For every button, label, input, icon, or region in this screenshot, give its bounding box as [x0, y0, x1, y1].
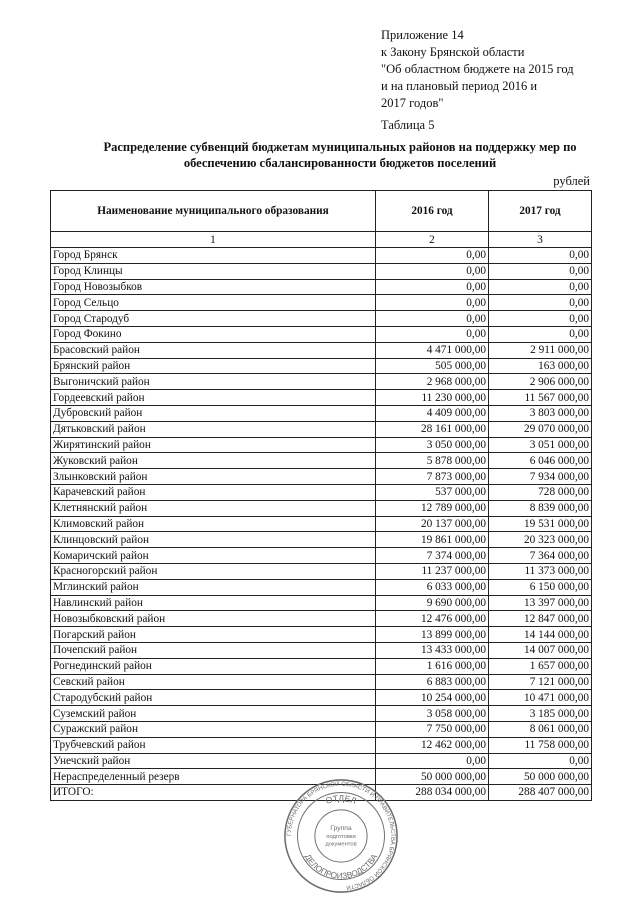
municipality-cell: Дубровский район	[51, 405, 376, 421]
table-row	[51, 437, 592, 453]
municipality-cell: Унечский район	[51, 753, 376, 769]
municipality-cell: ИТОГО:	[51, 785, 376, 801]
municipality-cell: Брасовский район	[51, 342, 376, 358]
municipality-cell: Суземский район	[51, 706, 376, 722]
value-2016-cell: 7 374 000,00	[376, 548, 489, 564]
value-2016-cell: 505 000,00	[376, 358, 489, 374]
municipality-cell: Карачевский район	[51, 484, 376, 500]
value-2017-cell: 11 567 000,00	[489, 390, 592, 406]
value-2016-cell: 13 899 000,00	[376, 627, 489, 643]
value-2017-cell: 7 934 000,00	[489, 469, 592, 485]
units-label: рублей	[553, 174, 590, 188]
municipality-cell: Севский район	[51, 674, 376, 690]
table-row	[51, 579, 592, 595]
value-2017-cell: 10 471 000,00	[489, 690, 592, 706]
value-2017-cell: 0,00	[489, 753, 592, 769]
table-body	[51, 248, 592, 801]
stamp-center-line-3: документов	[325, 841, 357, 848]
value-2016-cell: 5 878 000,00	[376, 453, 489, 469]
value-2017-cell: 0,00	[489, 279, 592, 295]
header-2017: 2017 год	[489, 191, 592, 232]
value-2016-cell: 4 409 000,00	[376, 405, 489, 421]
value-2017-cell: 8 839 000,00	[489, 500, 592, 516]
header-row	[51, 191, 592, 232]
municipality-cell: Клинцовский район	[51, 532, 376, 548]
municipality-cell: Навлинский район	[51, 595, 376, 611]
value-2017-cell: 7 121 000,00	[489, 674, 592, 690]
value-2017-cell: 728 000,00	[489, 484, 592, 500]
value-2017-cell: 14 144 000,00	[489, 627, 592, 643]
value-2016-cell: 12 462 000,00	[376, 737, 489, 753]
table-row	[51, 563, 592, 579]
municipality-cell: Клетнянский район	[51, 500, 376, 516]
col-number-2: 2	[376, 232, 489, 248]
value-2017-cell: 12 847 000,00	[489, 611, 592, 627]
value-2017-cell: 288 407 000,00	[489, 785, 592, 801]
title-line-1: Распределение субвенций бюджетам муниципальных районов на поддержку мер по	[103, 140, 577, 154]
value-2016-cell: 9 690 000,00	[376, 595, 489, 611]
table-row	[51, 721, 592, 737]
stamp-ring-text: ГУБЕРНАТОРА БРЯНСКОЙ ОБЛАСТИ И ПРАВИТЕЛЬСТВА БРЯНСКОЙ ОБЛАСТИ	[286, 781, 396, 891]
municipality-cell: Город Брянск	[51, 248, 376, 264]
table-row	[51, 295, 592, 311]
value-2017-cell: 0,00	[489, 326, 592, 342]
value-2016-cell: 3 050 000,00	[376, 437, 489, 453]
document-title	[60, 139, 620, 171]
table-row	[51, 516, 592, 532]
value-2016-cell: 13 433 000,00	[376, 642, 489, 658]
table-row	[51, 405, 592, 421]
table-row	[51, 642, 592, 658]
value-2016-cell: 0,00	[376, 248, 489, 264]
value-2017-cell: 0,00	[489, 248, 592, 264]
value-2016-cell: 1 616 000,00	[376, 658, 489, 674]
value-2017-cell: 6 150 000,00	[489, 579, 592, 595]
value-2017-cell: 6 046 000,00	[489, 453, 592, 469]
table-row	[51, 500, 592, 516]
subsidies-table	[50, 190, 592, 801]
municipality-cell: Почепский район	[51, 642, 376, 658]
table-row	[51, 421, 592, 437]
municipality-cell: Комаричский район	[51, 548, 376, 564]
municipality-cell: Город Фокино	[51, 326, 376, 342]
value-2017-cell: 3 185 000,00	[489, 706, 592, 722]
municipality-cell: Стародубский район	[51, 690, 376, 706]
municipality-cell: Жирятинский район	[51, 437, 376, 453]
table-row	[51, 627, 592, 643]
municipality-cell: Суражский район	[51, 721, 376, 737]
municipality-cell: Нераспределенный резерв	[51, 769, 376, 785]
municipality-cell: Брянский район	[51, 358, 376, 374]
value-2017-cell: 11 758 000,00	[489, 737, 592, 753]
value-2017-cell: 2 911 000,00	[489, 342, 592, 358]
value-2016-cell: 12 789 000,00	[376, 500, 489, 516]
value-2016-cell: 537 000,00	[376, 484, 489, 500]
col-number-3: 3	[489, 232, 592, 248]
value-2017-cell: 50 000 000,00	[489, 769, 592, 785]
table-row	[51, 484, 592, 500]
municipality-cell: Мглинский район	[51, 579, 376, 595]
header-line: 2017 годов"	[381, 96, 444, 110]
table-row	[51, 374, 592, 390]
table-row	[51, 326, 592, 342]
table-row	[51, 311, 592, 327]
value-2016-cell: 3 058 000,00	[376, 706, 489, 722]
stamp-center-line-1: Группа	[330, 825, 352, 833]
value-2016-cell: 11 237 000,00	[376, 563, 489, 579]
municipality-cell: Рогнединский район	[51, 658, 376, 674]
municipality-cell: Дятьковский район	[51, 421, 376, 437]
table-row	[51, 753, 592, 769]
value-2016-cell: 19 861 000,00	[376, 532, 489, 548]
header-2016: 2016 год	[376, 191, 489, 232]
value-2017-cell: 8 061 000,00	[489, 721, 592, 737]
value-2016-cell: 6 883 000,00	[376, 674, 489, 690]
table-row	[51, 548, 592, 564]
municipality-cell: Город Новозыбков	[51, 279, 376, 295]
value-2017-cell: 3 051 000,00	[489, 437, 592, 453]
value-2017-cell: 0,00	[489, 295, 592, 311]
office-stamp	[283, 778, 399, 894]
value-2017-cell: 19 531 000,00	[489, 516, 592, 532]
table-row	[51, 737, 592, 753]
stamp-center-line-2: подготовки	[326, 833, 356, 840]
table-row	[51, 706, 592, 722]
municipality-cell: Новозыбковский район	[51, 611, 376, 627]
table-row	[51, 279, 592, 295]
value-2017-cell: 20 323 000,00	[489, 532, 592, 548]
column-number-row	[51, 232, 592, 248]
municipality-cell: Злынковский район	[51, 469, 376, 485]
table-row	[51, 658, 592, 674]
value-2016-cell: 2 968 000,00	[376, 374, 489, 390]
table-row	[51, 674, 592, 690]
municipality-cell: Город Сельцо	[51, 295, 376, 311]
table-row	[51, 611, 592, 627]
header-line: Приложение 14	[381, 28, 464, 42]
value-2017-cell: 0,00	[489, 311, 592, 327]
municipality-cell: Город Клинцы	[51, 263, 376, 279]
municipality-cell: Трубчевский район	[51, 737, 376, 753]
table-row	[51, 342, 592, 358]
value-2016-cell: 28 161 000,00	[376, 421, 489, 437]
value-2016-cell: 288 034 000,00	[376, 785, 489, 801]
value-2016-cell: 0,00	[376, 279, 489, 295]
table-row	[51, 358, 592, 374]
value-2016-cell: 4 471 000,00	[376, 342, 489, 358]
table-row	[51, 453, 592, 469]
municipality-cell: Жуковский район	[51, 453, 376, 469]
table-row	[51, 595, 592, 611]
value-2017-cell: 13 397 000,00	[489, 595, 592, 611]
municipality-cell: Погарский район	[51, 627, 376, 643]
value-2016-cell: 50 000 000,00	[376, 769, 489, 785]
value-2017-cell: 3 803 000,00	[489, 405, 592, 421]
municipality-cell: Гордеевский район	[51, 390, 376, 406]
value-2016-cell: 10 254 000,00	[376, 690, 489, 706]
title-line-2: обеспечению сбалансированности бюджетов поселений	[183, 156, 497, 170]
header-line: к Закону Брянской области	[381, 45, 525, 59]
header-line: "Об областном бюджете на 2015 год	[381, 62, 574, 76]
value-2017-cell: 11 373 000,00	[489, 563, 592, 579]
table-row	[51, 532, 592, 548]
value-2016-cell: 12 476 000,00	[376, 611, 489, 627]
value-2016-cell: 7 873 000,00	[376, 469, 489, 485]
value-2016-cell: 0,00	[376, 295, 489, 311]
value-2017-cell: 2 906 000,00	[489, 374, 592, 390]
table-row	[51, 248, 592, 264]
col-number-1: 1	[51, 232, 376, 248]
municipality-cell: Красногорский район	[51, 563, 376, 579]
stamp-arc-top: ОТДЕЛ	[324, 793, 358, 806]
table-row	[51, 690, 592, 706]
stamp-arc-bottom: ДЕЛОПРОИЗВОДСТВА	[302, 852, 380, 881]
value-2016-cell: 6 033 000,00	[376, 579, 489, 595]
municipality-cell: Город Стародуб	[51, 311, 376, 327]
appendix-header	[381, 27, 574, 112]
value-2016-cell: 0,00	[376, 263, 489, 279]
value-2016-cell: 20 137 000,00	[376, 516, 489, 532]
table-row	[51, 263, 592, 279]
value-2016-cell: 0,00	[376, 753, 489, 769]
table-label: Таблица 5	[381, 118, 435, 132]
value-2016-cell: 0,00	[376, 326, 489, 342]
value-2017-cell: 1 657 000,00	[489, 658, 592, 674]
value-2016-cell: 7 750 000,00	[376, 721, 489, 737]
value-2017-cell: 7 364 000,00	[489, 548, 592, 564]
value-2016-cell: 11 230 000,00	[376, 390, 489, 406]
municipality-cell: Выгоничский район	[51, 374, 376, 390]
table-row	[51, 469, 592, 485]
value-2016-cell: 0,00	[376, 311, 489, 327]
header-line: и на плановый период 2016 и	[381, 79, 538, 93]
value-2017-cell: 163 000,00	[489, 358, 592, 374]
header-municipality: Наименование муниципального образования	[51, 191, 376, 232]
value-2017-cell: 29 070 000,00	[489, 421, 592, 437]
municipality-cell: Климовский район	[51, 516, 376, 532]
value-2017-cell: 0,00	[489, 263, 592, 279]
value-2017-cell: 14 007 000,00	[489, 642, 592, 658]
table-row	[51, 390, 592, 406]
